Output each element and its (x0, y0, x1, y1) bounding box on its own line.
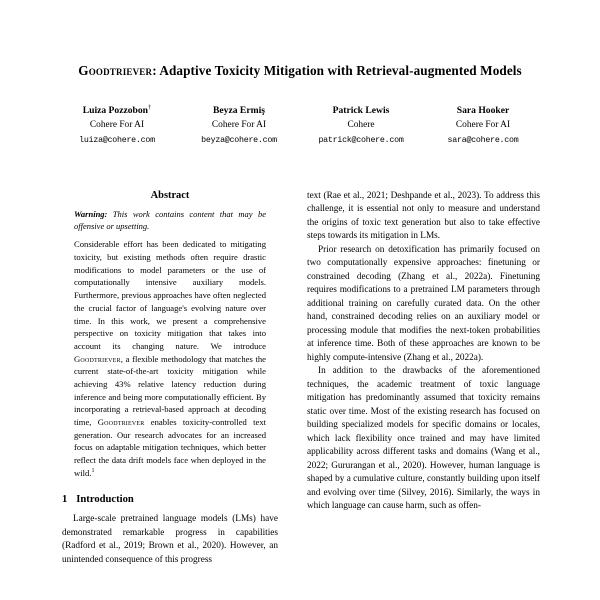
abstract-text-part-1: Considerable effort has been dedicated to mitigating toxicity, but existing methods often require drastic modifications to model parameters or the use of computationally intensive auxiliary models. Furthermore, previous approaches have often neglected the crucial factor of language's evolving nature over time. In this work, we present a comprehensive perspective on toxicity mitigation that takes into account its changing nature. We introduce (74, 239, 266, 351)
author-affiliation-marker: † (148, 103, 152, 111)
author-affiliation: Cohere For AI (211, 119, 267, 130)
author-entry (56, 104, 178, 147)
paragraph: Prior research on detoxification has primarily focused on two computationally expensive approaches: finetuning or constrained decoding (Zhang et al., 2022a). Finetuning requires modifications to a pretrained LM parameters through additional training on carefully curated data. On the other hand, constrained decoding relies on an auxiliary model or processing module that modifies the next-token probabilities at inference time. Both of these approaches are known to be highly compute-intensive (Zhang et al., 2022a). (307, 244, 540, 363)
author-name-text: Luiza Pozzobon (82, 104, 148, 116)
abstract-text-part-3: enables toxicity-controlled text generation. Our research advocates for an increased focus on adaptable mitigation techniques, which better reflect the data drift models face when deployed in the wild. (74, 416, 266, 478)
section-heading-introduction (62, 494, 278, 505)
author-name (178, 104, 300, 118)
author-entry (422, 104, 544, 147)
content-warning-text: This work contains content that may be offensive or upsetting. (74, 209, 266, 232)
author-name (422, 104, 544, 118)
author-email[interactable]: luiza@cohere.com (79, 135, 155, 145)
left-column (0, 190, 300, 567)
paragraph: Large-scale pretrained language models (LMs) have demonstrated remarkable progress in capabilities (Radford et al., 2019; Brown et al., 2020). However, an unintended consequence of this progress (62, 514, 278, 565)
paragraph: In addition to the drawbacks of the aforementioned techniques, the academic treatment of toxic language mitigation has predominantly assumed that toxicity remains static over time. Most of the existing research has focused on building specialized models for specific domains or locales, which lack flexibility once trained and may have limited applicability across different tasks and domains (Wang et al., 2022; Gururangan et al., 2020). However, human language is shaped by a cumulative culture, constantly building upon itself and evolving over time (Silvey, 2016). Similarly, the ways in which language can cause harm, such as offen- (307, 366, 540, 512)
author-list (0, 104, 600, 147)
author-name (56, 104, 178, 118)
title-block (0, 0, 600, 81)
author-email[interactable]: sara@cohere.com (447, 135, 519, 145)
author-name (300, 104, 422, 118)
author-email[interactable]: patrick@cohere.com (318, 135, 404, 145)
right-column (300, 190, 600, 567)
author-name-text: Beyza Ermiş (213, 104, 265, 116)
abstract-heading: Abstract (150, 190, 190, 201)
title-smallcaps-term: Goodtriever (78, 63, 153, 78)
author-affiliation: Cohere (347, 119, 375, 130)
abstract-text (74, 238, 266, 479)
abstract-goodtriever-mention: Goodtriever (97, 416, 145, 427)
content-warning-label: Warning: (74, 209, 108, 219)
abstract-text-part-2: , a flexible methodology that matches the current state-of-the-art toxicity mitigation while achieving 43% relative latency reduction during inference and being more computationally efficient. By incorporating a retrieval-based approach at decoding time, (74, 353, 266, 427)
author-name-text: Patrick Lewis (332, 104, 390, 116)
section-title: Introduction (76, 494, 134, 506)
paragraph: text (Rae et al., 2021; Deshpande et al., 2023). To address this challenge, it is essential not only to measure and understand the origins of toxic text generation but also to take effective steps towards its mitigation in LMs. (307, 191, 540, 242)
footnote-reference[interactable]: 1 (91, 467, 95, 474)
page-title (66, 62, 534, 81)
author-affiliation: Cohere For AI (89, 119, 145, 130)
abstract-goodtriever-mention: Goodtriever (74, 353, 121, 364)
section-number: 1 (62, 494, 68, 506)
author-name-text: Sara Hooker (456, 104, 510, 116)
body-columns (0, 190, 600, 567)
author-entry (178, 104, 300, 147)
content-warning (74, 208, 266, 232)
abstract-section (62, 190, 278, 479)
author-email[interactable]: beyza@cohere.com (201, 135, 277, 145)
author-affiliation: Cohere For AI (455, 119, 511, 130)
title-remainder: : Adaptive Toxicity Mitigation with Retrieval-augmented Models (152, 63, 522, 78)
author-entry (300, 104, 422, 147)
